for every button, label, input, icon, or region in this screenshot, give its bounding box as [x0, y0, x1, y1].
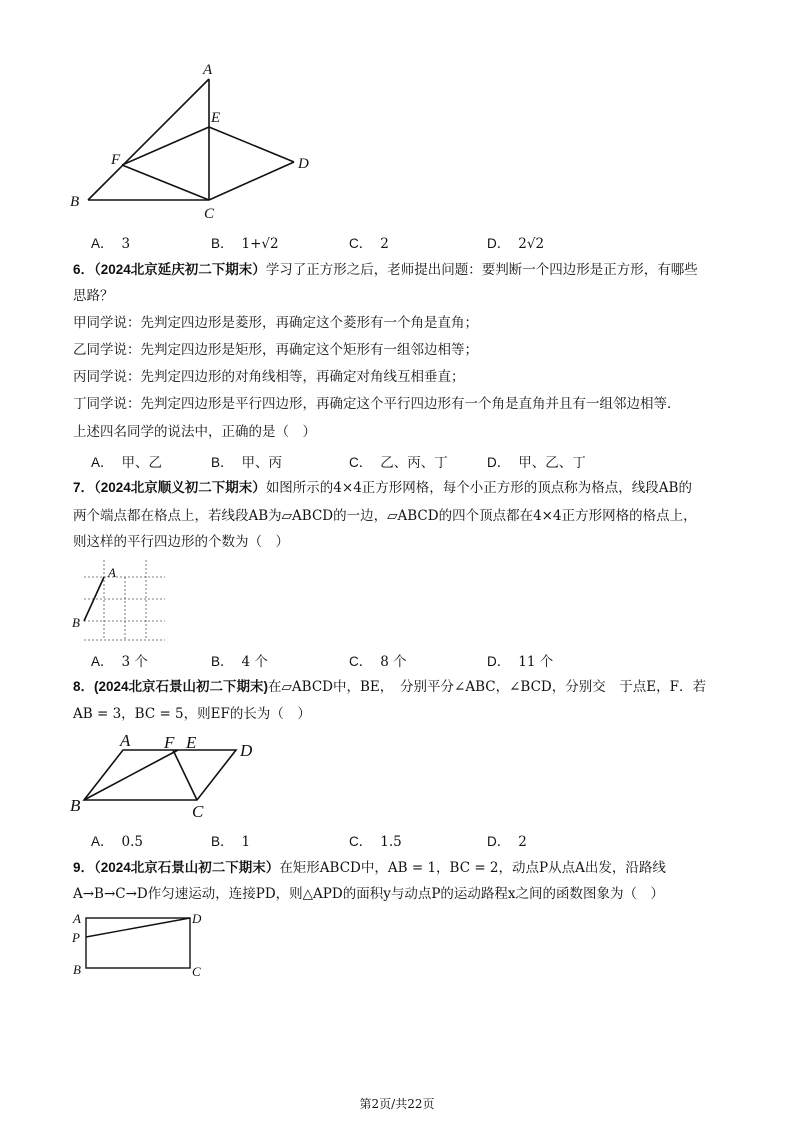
- fig8-label-b: B: [70, 796, 81, 815]
- fig1-label-a: A: [203, 62, 213, 78]
- fig9-label-c: C: [192, 964, 201, 979]
- fig8-label-e: E: [186, 733, 197, 752]
- q6-statement-jia: 甲同学说：先判定四边形是菱形，再确定这个菱形有一个角是直角；: [73, 315, 478, 331]
- page-footer: 第2页/共22页: [359, 1097, 435, 1111]
- fig7-label-b: B: [72, 615, 80, 630]
- q5-option-a[interactable]: A． 3: [91, 236, 131, 252]
- q6-options: [91, 451, 691, 471]
- q7-option-d[interactable]: D． 11 个: [487, 654, 554, 670]
- q8-option-c[interactable]: C． 1.5: [349, 834, 402, 850]
- q7-option-a[interactable]: A． 3 个: [91, 654, 148, 670]
- q7-stem-line1: [73, 478, 692, 498]
- q6-option-a[interactable]: A． 甲、乙: [91, 455, 163, 471]
- q8-options: [91, 830, 691, 850]
- q7-number: 7．: [73, 480, 95, 495]
- q6-number: 6．: [73, 262, 95, 277]
- q6-option-c[interactable]: C． 乙、丙、丁: [349, 455, 448, 471]
- q5-option-d[interactable]: D． 2√2: [487, 236, 545, 252]
- q7-option-c[interactable]: C． 8 个: [349, 654, 407, 670]
- q5-option-b[interactable]: B． 1+√2: [211, 236, 279, 252]
- fig8-label-a: A: [120, 731, 131, 750]
- fig9-label-a: A: [73, 911, 81, 926]
- fig1-label-b: B: [70, 194, 80, 210]
- q6-option-d[interactable]: D． 甲、乙、丁: [487, 455, 586, 471]
- figure-q7-grid: [0, 555, 794, 645]
- q9-source: （2024北京石景山初二下期末）: [94, 860, 280, 875]
- fig1-label-c: C: [204, 206, 215, 222]
- q6-option-b[interactable]: B． 甲、丙: [211, 455, 283, 471]
- q8-option-d[interactable]: D． 2: [487, 834, 527, 850]
- q8-option-b[interactable]: B． 1: [211, 834, 251, 850]
- q8-stem-line2: AB = 3，BC = 5，则EF的长为（ ）: [73, 706, 311, 722]
- fig1-label-d: D: [298, 156, 309, 172]
- fig9-label-b: B: [73, 962, 81, 977]
- fig7-label-a: A: [108, 565, 116, 580]
- fig1-label-e: E: [211, 110, 221, 126]
- fig1-label-f: F: [111, 152, 121, 168]
- q7-stem-line2: 两个端点都在格点上，若线段AB为▱ABCD的一边，▱ABCD的四个顶点都在4×4正方形网格的格点上，: [73, 508, 697, 524]
- q6-stem-line1: [73, 260, 698, 280]
- q9-stem-line1: [73, 858, 666, 878]
- fig8-label-c: C: [192, 802, 204, 821]
- q6-source: （2024北京延庆初二下期末）: [94, 262, 266, 277]
- q6-statement-yi: 乙同学说：先判定四边形是矩形，再确定这个矩形有一组邻边相等；: [73, 342, 478, 358]
- q6-stem: 学习了正方形之后，老师提出问题：要判断一个四边形是正方形，有哪些: [265, 262, 698, 278]
- q6-stem-line2: 思路？: [73, 288, 114, 304]
- fig9-label-p: P: [72, 930, 80, 945]
- q5-options: [91, 232, 691, 252]
- fig8-label-d: D: [240, 741, 253, 760]
- q9-stem-line2: A→B→C→D作匀速运动，连接PD，则△APD的面积y与动点P的运动路程x之间的函数图象为（ ）: [73, 886, 665, 902]
- figure-q9-rectangle: [0, 908, 794, 988]
- q9-stem: 在矩形ABCD中，AB = 1，BC = 2，动点P从点A出发，沿路线: [279, 860, 666, 876]
- q7-source: （2024北京顺义初二下期末）: [94, 480, 266, 495]
- q8-stem-line1: [73, 677, 706, 697]
- q7-option-b[interactable]: B． 4 个: [211, 654, 268, 670]
- figure-q5-geometry: [0, 0, 794, 240]
- q6-question: 上述四名同学的说法中，正确的是（ ）: [73, 424, 316, 440]
- q7-options: [91, 650, 691, 670]
- fig9-label-d: D: [192, 911, 202, 926]
- q7-stem-line3: 则这样的平行四边形的个数为（ ）: [73, 534, 289, 550]
- fig8-label-f: F: [164, 733, 175, 752]
- q8-source: (2024北京石景山初二下期末): [94, 679, 269, 694]
- q7-stem: 如图所示的4×4正方形网格，每个小正方形的顶点称为格点，线段AB的: [265, 480, 692, 496]
- q5-option-c[interactable]: C． 2: [349, 236, 389, 252]
- figure-q8-parallelogram: [0, 728, 794, 828]
- q8-stem: 在▱ABCD中，BE， 分别平分∠ABC，∠BCD，分别交 于点E，F．若: [268, 679, 706, 695]
- q6-statement-bing: 丙同学说：先判定四边形的对角线相等，再确定对角线互相垂直；: [73, 369, 465, 385]
- q8-option-a[interactable]: A． 0.5: [91, 834, 143, 850]
- q9-number: 9．: [73, 860, 95, 875]
- q6-statement-ding: 丁同学说：先判定四边形是平行四边形，再确定这个平行四边形有一个角是直角并且有一组邻边相等．: [73, 396, 681, 412]
- q8-number: 8．: [73, 679, 95, 694]
